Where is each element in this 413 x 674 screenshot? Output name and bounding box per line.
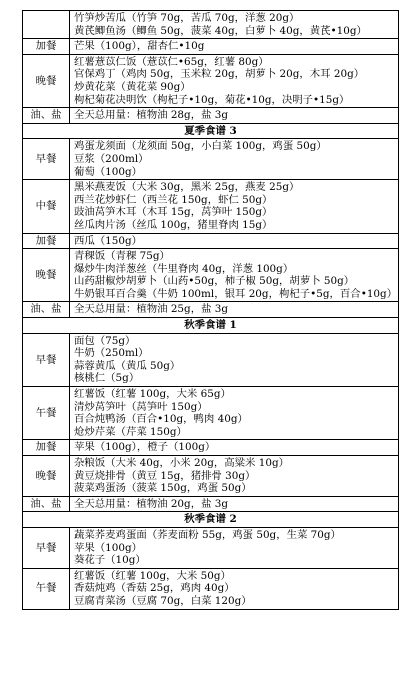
meal-row bbox=[23, 333, 399, 386]
menu-items-cell bbox=[70, 302, 399, 318]
menu-item: 山药甜椒炒胡萝卜（山药•50g，柿子椒 50g，胡萝卜 50g） bbox=[74, 275, 355, 288]
meal-row bbox=[23, 440, 399, 456]
menu-item: 炒黄花菜（黄花菜 90g） bbox=[74, 80, 191, 93]
meal-label: 加餐 bbox=[23, 233, 70, 249]
menu-item: 西瓜（150g） bbox=[74, 234, 143, 247]
section-title: 秋季食谱 1 bbox=[23, 318, 399, 334]
menu-items-cell bbox=[70, 249, 399, 302]
menu-item: 青稞饭（青稞 75g） bbox=[74, 250, 170, 263]
menu-items-cell bbox=[70, 233, 399, 249]
meal-row bbox=[23, 387, 399, 440]
menu-item: 蔬菜荞麦鸡蛋面（荞麦面粉 55g，鸡蛋 50g，生菜 70g） bbox=[74, 528, 341, 541]
menu-items-cell bbox=[70, 333, 399, 386]
menu-item: 官保鸡丁（鸡肉 50g，玉米粒 20g，胡萝卜 20g，木耳 20g） bbox=[74, 68, 365, 81]
menu-item: 竹笋炒苦瓜（竹笋 70g，苦瓜 70g，洋葱 20g） bbox=[74, 12, 300, 24]
section-header-row bbox=[23, 512, 399, 528]
menu-item: 黄芪鲫鱼汤（鲫鱼 50g，菠菜 40g，白萝卜 40g，黄芪•10g） bbox=[74, 24, 367, 37]
menu-item: 葵花子（10g） bbox=[74, 554, 146, 567]
menu-items-cell bbox=[70, 440, 399, 456]
section-header-row bbox=[23, 318, 399, 334]
menu-item: 苹果（100g），橙子（100g） bbox=[74, 441, 216, 454]
meal-label: 加餐 bbox=[23, 440, 70, 456]
menu-item: 炝炒芹菜（芹菜 150g） bbox=[74, 425, 187, 438]
recipe-table-page bbox=[22, 10, 399, 610]
meal-label: 午餐 bbox=[23, 568, 70, 609]
menu-item: 全天总用量：植物油 20g，盐 3g bbox=[74, 497, 229, 510]
meal-label: 早餐 bbox=[23, 139, 70, 180]
menu-item: 黄豆烧排骨（黄豆 15g，猪排骨 30g） bbox=[74, 469, 256, 482]
menu-item: 百合炖鸭汤（百合•10g，鸭肉 40g） bbox=[74, 413, 248, 426]
meal-row bbox=[23, 302, 399, 318]
menu-item: 菠菜鸡蛋汤（菠菜 150g，鸡蛋 50g） bbox=[74, 482, 252, 495]
section-title: 夏季食谱 3 bbox=[23, 123, 399, 139]
meal-row bbox=[23, 39, 399, 55]
menu-item: 红薯薏苡仁饭（薏苡仁•65g，红薯 80g） bbox=[74, 55, 269, 68]
menu-item: 全天总用量：植物油 25g，盐 3g bbox=[74, 303, 229, 316]
menu-items-cell bbox=[70, 54, 399, 107]
menu-item: 牛奶银耳百合羹（牛奶 100ml，银耳 20g，枸杞子•5g，百合•10g） bbox=[74, 287, 398, 300]
meal-label: 中餐 bbox=[23, 180, 70, 233]
menu-item: 西兰花炒虾仁（西兰花 150g，虾仁 50g） bbox=[74, 193, 273, 206]
meal-label: 午餐 bbox=[23, 387, 70, 440]
menu-item: 牛奶（250ml） bbox=[74, 347, 149, 360]
recipe-table-body bbox=[23, 11, 399, 610]
menu-item: 豆腐青菜汤（豆腐 70g，白菜 120g） bbox=[74, 594, 252, 607]
menu-items-cell bbox=[70, 11, 399, 39]
menu-item: 香菇炖鸡（香菇 25g，鸡肉 40g） bbox=[74, 582, 235, 595]
menu-items-cell bbox=[70, 456, 399, 497]
meal-row bbox=[23, 54, 399, 107]
meal-label: 晚餐 bbox=[23, 456, 70, 497]
menu-item: 黑米燕麦饭（大米 30g，黑米 25g，燕麦 25g） bbox=[74, 181, 300, 194]
menu-item: 葡萄（100g） bbox=[74, 165, 143, 178]
meal-label: 晚餐 bbox=[23, 249, 70, 302]
menu-item: 苹果（100g） bbox=[74, 541, 143, 554]
menu-item: 爆炒牛肉洋葱丝（牛里脊肉 40g，洋葱 100g） bbox=[74, 262, 294, 275]
menu-items-cell bbox=[70, 180, 399, 233]
menu-item: 芒果（100g），甜杏仁•10g bbox=[74, 40, 205, 53]
menu-item: 红薯饭（红薯 100g，大米 65g） bbox=[74, 388, 231, 401]
meal-row bbox=[23, 11, 399, 39]
menu-item: 清炒莴笋叶（莴笋叶 150g） bbox=[74, 400, 208, 413]
meal-row bbox=[23, 527, 399, 568]
recipe-table bbox=[22, 10, 399, 610]
meal-row bbox=[23, 249, 399, 302]
menu-item: 枸杞菊花决明饮（枸杞子•10g，菊花•10g，决明子•15g） bbox=[74, 93, 350, 106]
section-title: 秋季食谱 2 bbox=[23, 512, 399, 528]
menu-item: 蒜蓉黄瓜（黄瓜 50g） bbox=[74, 359, 181, 372]
menu-item: 豉油莴笋木耳（木耳 15g，莴笋叶 150g） bbox=[74, 206, 273, 219]
meal-label: 油、盐 bbox=[23, 302, 70, 318]
meal-row bbox=[23, 568, 399, 609]
menu-items-cell bbox=[70, 108, 399, 124]
section-header-row bbox=[23, 123, 399, 139]
menu-item: 丝瓜肉片汤（丝瓜 100g，猪里脊肉 15g） bbox=[74, 218, 273, 231]
meal-label: 晚餐 bbox=[23, 54, 70, 107]
meal-label: 油、盐 bbox=[23, 108, 70, 124]
meal-label: 早餐 bbox=[23, 527, 70, 568]
menu-items-cell bbox=[70, 139, 399, 180]
menu-item: 红薯饭（红薯 100g，大米 50g） bbox=[74, 569, 231, 582]
menu-items-cell bbox=[70, 568, 399, 609]
menu-items-cell bbox=[70, 39, 399, 55]
menu-item: 核桃仁（5g） bbox=[74, 372, 140, 385]
meal-label: 加餐 bbox=[23, 39, 70, 55]
menu-item: 杂粮饭（大米 40g，小米 20g，高粱米 10g） bbox=[74, 457, 289, 469]
meal-label: 油、盐 bbox=[23, 496, 70, 512]
meal-label bbox=[23, 11, 70, 39]
menu-items-cell bbox=[70, 527, 399, 568]
meal-row bbox=[23, 139, 399, 180]
meal-label: 早餐 bbox=[23, 333, 70, 386]
meal-row bbox=[23, 180, 399, 233]
menu-item: 豆浆（200ml） bbox=[74, 152, 149, 165]
menu-item: 面包（75g） bbox=[74, 334, 136, 347]
meal-row bbox=[23, 496, 399, 512]
menu-items-cell bbox=[70, 387, 399, 440]
meal-row bbox=[23, 456, 399, 497]
meal-row bbox=[23, 108, 399, 124]
menu-item: 鸡蛋龙须面（龙须面 50g，小白菜 100g，鸡蛋 50g） bbox=[74, 140, 327, 153]
menu-items-cell bbox=[70, 496, 399, 512]
menu-item: 全天总用量：植物油 28g，盐 3g bbox=[74, 109, 229, 122]
meal-row bbox=[23, 233, 399, 249]
